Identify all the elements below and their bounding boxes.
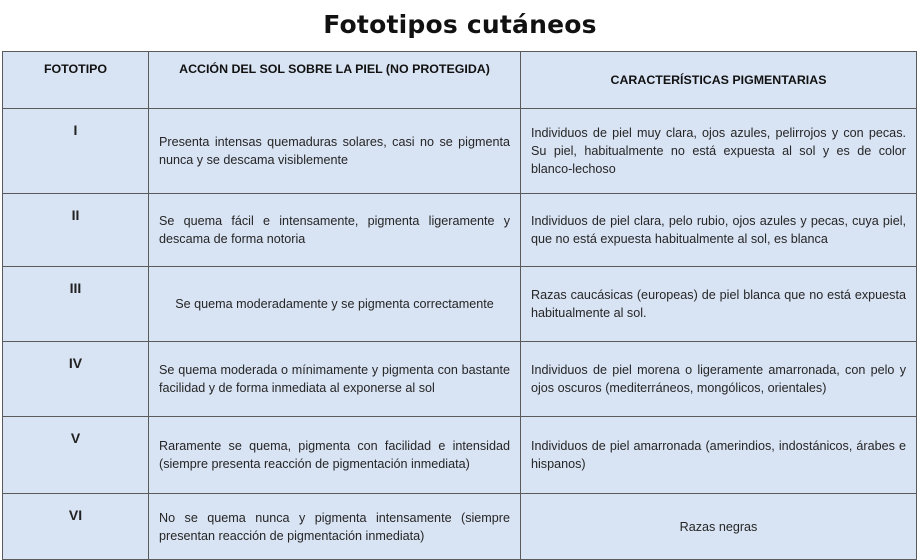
table-row bbox=[3, 109, 917, 194]
accion-cell: Raramente se quema, pigmenta con facilidad e intensidad (siempre presenta reacción de pigmentación inmediata) bbox=[149, 417, 521, 494]
header-caracteristicas: CARACTERÍSTICAS PIGMENTARIAS bbox=[521, 52, 917, 109]
fototipos-table bbox=[2, 51, 917, 560]
fototipo-cell: I bbox=[3, 109, 149, 194]
accion-cell: Se quema fácil e intensamente, pigmenta ligeramente y descama de forma notoria bbox=[149, 194, 521, 267]
caracteristicas-cell: Individuos de piel amarronada (amerindios, indostánicos, árabes e hispanos) bbox=[521, 417, 917, 494]
accion-cell: Se quema moderadamente y se pigmenta correctamente bbox=[149, 267, 521, 342]
caracteristicas-cell: Individuos de piel clara, pelo rubio, ojos azules y pecas, cuya piel, que no está expuesta habitualmente al sol, es blanca bbox=[521, 194, 917, 267]
fototipo-cell: II bbox=[3, 194, 149, 267]
caracteristicas-cell: Razas caucásicas (europeas) de piel blanca que no está expuesta habitualmente al sol. bbox=[521, 267, 917, 342]
accion-cell: Se quema moderada o mínimamente y pigmenta con bastante facilidad y de forma inmediata al exponerse al sol bbox=[149, 342, 521, 417]
table-row bbox=[3, 417, 917, 494]
caracteristicas-cell: Razas negras bbox=[521, 494, 917, 560]
caracteristicas-cell: Individuos de piel muy clara, ojos azules, pelirrojos y con pecas. Su piel, habitualmente no está expuesta al sol y es de color blanco-lechoso bbox=[521, 109, 917, 194]
fototipo-cell: VI bbox=[3, 494, 149, 560]
table-row bbox=[3, 494, 917, 560]
fototipo-cell: V bbox=[3, 417, 149, 494]
table-row bbox=[3, 342, 917, 417]
fototipo-cell: III bbox=[3, 267, 149, 342]
header-accion: ACCIÓN DEL SOL SOBRE LA PIEL (NO PROTEGIDA) bbox=[149, 52, 521, 109]
accion-cell: No se quema nunca y pigmenta intensamente (siempre presentan reacción de pigmentación inmediata) bbox=[149, 494, 521, 560]
page-title: Fototipos cutáneos bbox=[323, 10, 597, 39]
table-row bbox=[3, 194, 917, 267]
header-fototipo: FOTOTIPO bbox=[3, 52, 149, 109]
caracteristicas-cell: Individuos de piel morena o ligeramente amarronada, con pelo y ojos oscuros (mediterráneos, mongólicos, orientales) bbox=[521, 342, 917, 417]
table-header-row bbox=[3, 52, 917, 109]
fototipo-cell: IV bbox=[3, 342, 149, 417]
accion-cell: Presenta intensas quemaduras solares, casi no se pigmenta nunca y se descama visiblemente bbox=[149, 109, 521, 194]
table-row bbox=[3, 267, 917, 342]
